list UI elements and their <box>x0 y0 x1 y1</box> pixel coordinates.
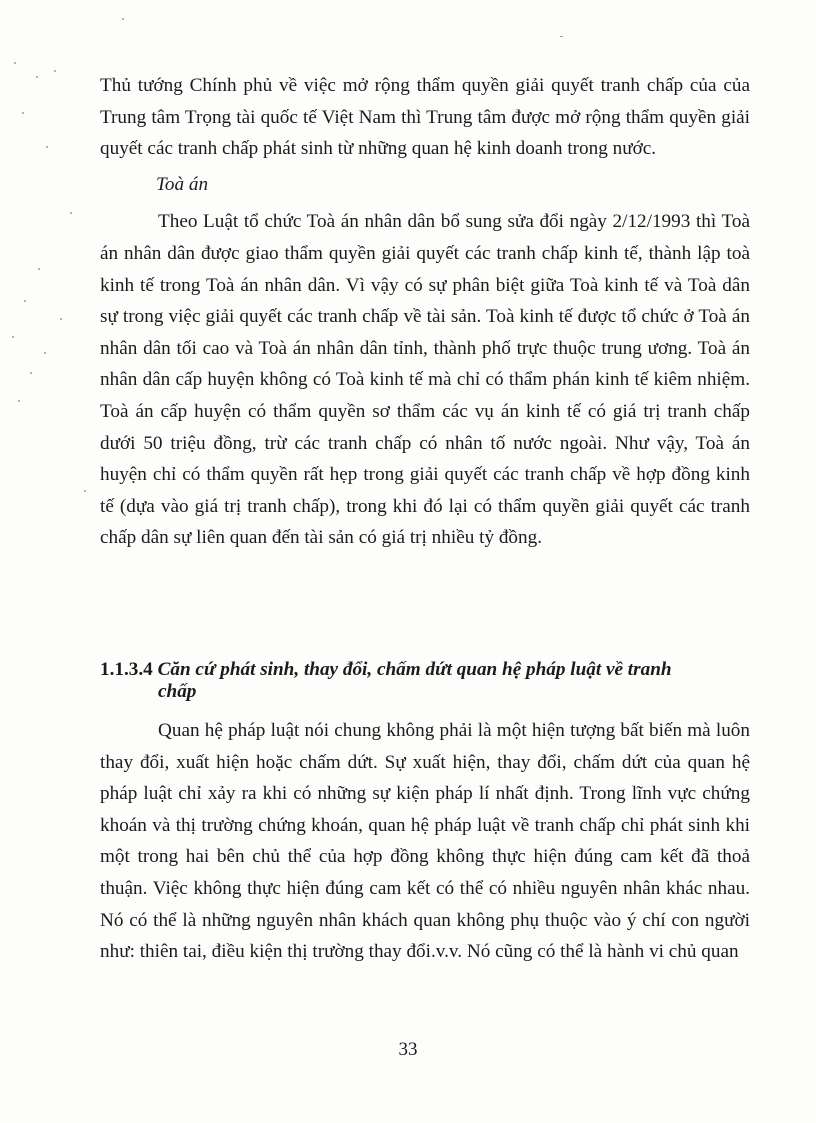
section-title-line2: chấp <box>158 681 197 702</box>
body-text-top <box>100 70 750 554</box>
court-paragraph: Theo Luật tổ chức Toà án nhân dân bổ sung sửa đổi ngày 2/12/1993 thì Toà án nhân dân được giao thẩm quyền giải quyết các tranh chấp kinh tế, thành lập toà kinh tế trong Toà án nhân dân. Vì vậy có sự phân biệt giữa Toà kinh tế và Toà dân sự trong việc giải quyết các tranh chấp về tài sản. Toà kinh tế được tổ chức ở Toà án nhân dân tối cao và Toà án nhân dân tỉnh, thành phố trực thuộc trung ương. Toà án nhân dân cấp huyện không có Toà kinh tế mà chỉ có thẩm phán kinh tế kiêm nhiệm. Toà án cấp huyện có thẩm quyền sơ thẩm các vụ án kinh tế có giá trị tranh chấp dưới 50 triệu đồng, trừ các tranh chấp có nhân tố nước ngoài. Như vậy, Toà án huyện chỉ có thẩm quyền rất hẹp trong giải quyết các tranh chấp về hợp đồng kinh tế (dựa vào giá trị tranh chấp), trong khi đó lại có thẩm quyền giải quyết các tranh chấp dân sự liên quan đến tài sản có giá trị nhiều tỷ đồng. <box>100 211 750 549</box>
section-paragraph: Quan hệ pháp luật nói chung không phải là một hiện tượng bất biến mà luôn thay đổi, xuất hiện hoặc chấm dứt. Sự xuất hiện, thay đổi, chấm dứt của quan hệ pháp luật chỉ xảy ra khi có những sự kiện pháp lí nhất định. Trong lĩnh vực chứng khoán và thị trường chứng khoán, quan hệ pháp luật về tranh chấp chỉ phát sinh khi một trong hai bên chủ thể của hợp đồng không thực hiện đúng cam kết đã thoả thuận. Việc không thực hiện đúng cam kết có thể có nhiều nguyên nhân khác nhau. Nó có thể là những nguyên nhân khách quan không phụ thuộc vào ý chí con người như: thiên tai, điều kiện thị trường thay đổi.v.v. Nó cũng có thể là hành vi chủ quan <box>100 720 750 963</box>
page-number: 33 <box>398 1039 418 1060</box>
section-heading <box>100 659 750 703</box>
opening-paragraph: Thủ tướng Chính phủ về việc mở rộng thẩm quyền giải quyết tranh chấp của của Trung tâm Trọng tài quốc tế Việt Nam thì Trung tâm được mở rộng thẩm quyền giải quyết các tranh chấp phát sinh từ những quan hệ kinh doanh trong nước. <box>100 75 750 160</box>
section-title-line1: Căn cứ phát sinh, thay đổi, chấm dứt quan hệ pháp luật về tranh <box>157 659 672 680</box>
section-number: 1.1.3.4 <box>100 659 153 680</box>
subheading-court: Toà án <box>156 173 209 195</box>
body-text-bottom <box>100 715 750 968</box>
